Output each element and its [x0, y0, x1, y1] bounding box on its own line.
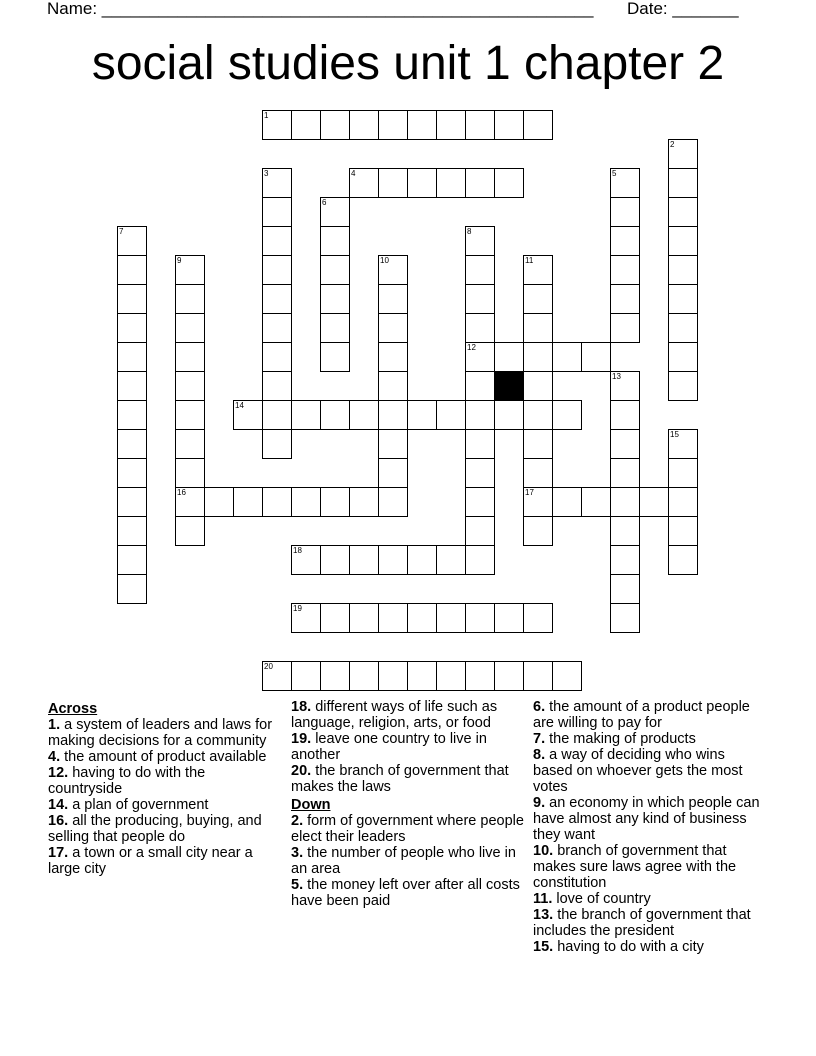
grid-cell[interactable]	[465, 661, 495, 691]
grid-cell[interactable]	[262, 226, 292, 256]
grid-cell[interactable]	[465, 516, 495, 546]
grid-cell[interactable]	[610, 168, 640, 198]
grid-cell[interactable]	[117, 313, 147, 343]
clue-across-16: 16. all the producing, buying, and selling that people do	[48, 813, 262, 845]
grid-cell[interactable]	[436, 603, 466, 633]
clue-number: 12	[467, 343, 476, 352]
clue-across-1: 1. a system of leaders and laws for making decisions for a community	[48, 717, 273, 749]
grid-cell[interactable]	[349, 168, 379, 198]
clue-number: 4	[351, 169, 356, 178]
clue-across-19: 19. leave one country to live in another	[291, 731, 487, 763]
grid-cell[interactable]	[610, 313, 640, 343]
grid-cell[interactable]	[320, 197, 350, 227]
grid-cell[interactable]	[668, 226, 698, 256]
clue-across-17: 17. a town or a small city near a large city	[48, 845, 253, 877]
grid-cell[interactable]	[465, 487, 495, 517]
grid-cell[interactable]	[668, 284, 698, 314]
grid-cell[interactable]	[610, 574, 640, 604]
clue-across-14: 14. a plan of government	[48, 797, 209, 813]
grid-cell[interactable]	[465, 168, 495, 198]
grid-cell[interactable]	[668, 197, 698, 227]
grid-cell[interactable]	[436, 545, 466, 575]
grid-cell[interactable]	[610, 545, 640, 575]
grid-cell[interactable]	[494, 603, 524, 633]
grid-cell[interactable]	[465, 400, 495, 430]
clue-down-7: 7. the making of products	[533, 731, 696, 747]
clue-number: 6	[322, 198, 327, 207]
grid-cell[interactable]	[494, 110, 524, 140]
grid-cell[interactable]	[494, 661, 524, 691]
grid-cell[interactable]	[610, 197, 640, 227]
grid-cell[interactable]	[175, 400, 205, 430]
grid-cell[interactable]	[523, 429, 553, 459]
clue-down-11: 11. love of country	[533, 891, 651, 907]
grid-cell[interactable]	[378, 255, 408, 285]
grid-cell[interactable]	[523, 400, 553, 430]
grid-cell[interactable]	[436, 400, 466, 430]
page-title: social studies unit 1 chapter 2	[91, 37, 725, 90]
grid-cell[interactable]	[117, 574, 147, 604]
grid-cell[interactable]	[523, 313, 553, 343]
grid-cell[interactable]	[320, 661, 350, 691]
grid-cell[interactable]	[117, 226, 147, 256]
grid-cell[interactable]	[262, 371, 292, 401]
grid-cell[interactable]	[175, 429, 205, 459]
grid-cell[interactable]	[668, 342, 698, 372]
grid-cell[interactable]	[349, 400, 379, 430]
grid-cell[interactable]	[262, 429, 292, 459]
grid-cell[interactable]	[552, 487, 582, 517]
grid-cell[interactable]	[523, 371, 553, 401]
clues-column-1	[48, 699, 282, 877]
clue-down-8: 8. a way of deciding who wins based on whoever gets the most votes	[533, 747, 743, 795]
across-heading: Across	[48, 701, 98, 717]
grid-cell[interactable]	[552, 661, 582, 691]
grid-cell[interactable]	[668, 429, 698, 459]
grid-cell[interactable]	[523, 458, 553, 488]
grid-cell[interactable]	[610, 226, 640, 256]
grid-cell[interactable]	[117, 371, 147, 401]
grid-cell[interactable]	[378, 400, 408, 430]
grid-cell[interactable]	[610, 371, 640, 401]
down-heading: Down	[291, 797, 331, 813]
grid-cell[interactable]	[407, 400, 437, 430]
grid-cell[interactable]	[320, 255, 350, 285]
grid-cell[interactable]	[320, 110, 350, 140]
grid-cell[interactable]	[436, 110, 466, 140]
grid-cell[interactable]	[320, 400, 350, 430]
clue-down-13: 13. the branch of government that includes the president	[533, 907, 751, 939]
grid-cell[interactable]	[465, 226, 495, 256]
grid-cell[interactable]	[610, 516, 640, 546]
clue-number: 7	[119, 227, 124, 236]
grid-cell[interactable]	[291, 545, 321, 575]
grid-cell[interactable]	[407, 110, 437, 140]
grid-cell[interactable]	[668, 487, 698, 517]
grid-cell[interactable]	[610, 284, 640, 314]
grid-cell[interactable]	[407, 545, 437, 575]
grid-cell[interactable]	[175, 284, 205, 314]
grid-cell[interactable]	[610, 255, 640, 285]
grid-cell[interactable]	[668, 168, 698, 198]
grid-cell[interactable]	[552, 342, 582, 372]
grid-cell[interactable]	[465, 371, 495, 401]
grid-cell[interactable]	[523, 487, 553, 517]
clue-number: 2	[670, 140, 675, 149]
grid-cell[interactable]	[378, 429, 408, 459]
grid-cell[interactable]	[465, 284, 495, 314]
name-field-label: Name: ____________________________________________________	[47, 0, 594, 18]
grid-cell[interactable]	[378, 313, 408, 343]
grid-cell[interactable]	[378, 342, 408, 372]
grid-cell[interactable]	[175, 255, 205, 285]
grid-cell[interactable]	[262, 313, 292, 343]
grid-cell[interactable]	[233, 400, 263, 430]
clue-across-12: 12. having to do with the countryside	[48, 765, 206, 797]
grid-cell[interactable]	[320, 226, 350, 256]
grid-cell[interactable]	[117, 545, 147, 575]
grid-cell[interactable]	[523, 284, 553, 314]
grid-cell[interactable]	[668, 139, 698, 169]
clue-number: 15	[670, 430, 679, 439]
clue-number: 16	[177, 488, 186, 497]
grid-cell[interactable]	[378, 661, 408, 691]
clue-down-9: 9. an economy in which people can have almost any kind of business they want	[533, 795, 760, 843]
grid-cell[interactable]	[291, 110, 321, 140]
grid-cell[interactable]	[581, 342, 611, 372]
grid-cell[interactable]	[117, 255, 147, 285]
grid-cell[interactable]	[668, 516, 698, 546]
clue-number: 17	[525, 488, 534, 497]
clue-number: 8	[467, 227, 472, 236]
grid-cell[interactable]	[378, 371, 408, 401]
clue-down-10: 10. branch of government that makes sure laws agree with the constitution	[533, 843, 737, 891]
clue-across-18: 18. different ways of life such as language, religion, arts, or food	[291, 699, 498, 731]
grid-cell[interactable]	[291, 603, 321, 633]
clue-number: 5	[612, 169, 617, 178]
clue-number: 9	[177, 256, 182, 265]
clue-number: 11	[525, 256, 534, 265]
grid-cell[interactable]	[117, 458, 147, 488]
grid-cell[interactable]	[610, 429, 640, 459]
grid-cell[interactable]	[117, 284, 147, 314]
grid-cell[interactable]	[610, 400, 640, 430]
grid-cell[interactable]	[465, 110, 495, 140]
grid-cell[interactable]	[639, 487, 669, 517]
grid-cell[interactable]	[465, 429, 495, 459]
grid-cell[interactable]	[175, 371, 205, 401]
clue-number: 20	[264, 662, 273, 671]
grid-cell[interactable]	[523, 661, 553, 691]
grid-cell[interactable]	[378, 487, 408, 517]
grid-cell[interactable]	[175, 342, 205, 372]
grid-cell[interactable]	[465, 603, 495, 633]
grid-cell[interactable]	[378, 603, 408, 633]
grid-cell[interactable]	[378, 458, 408, 488]
grid-cell[interactable]	[320, 284, 350, 314]
grid-cell[interactable]	[117, 429, 147, 459]
clue-number: 19	[293, 604, 302, 613]
grid-cell[interactable]	[465, 342, 495, 372]
clue-number: 13	[612, 372, 621, 381]
clue-down-2: 2. form of government where people elect their leaders	[291, 813, 524, 845]
grid-cell[interactable]	[175, 516, 205, 546]
clue-down-6: 6. the amount of a product people are willing to pay for	[533, 699, 750, 731]
grid-cell[interactable]	[117, 400, 147, 430]
grid-cell[interactable]	[262, 342, 292, 372]
clue-down-15: 15. having to do with a city	[533, 939, 704, 955]
grid-cell[interactable]	[233, 487, 263, 517]
grid-cell[interactable]	[436, 168, 466, 198]
grid-cell[interactable]	[378, 284, 408, 314]
grid-cell[interactable]	[552, 400, 582, 430]
grid-cell[interactable]	[407, 661, 437, 691]
grid-cell[interactable]	[378, 110, 408, 140]
grid-cell[interactable]	[117, 342, 147, 372]
clue-number: 18	[293, 546, 302, 555]
grid-cell[interactable]	[262, 110, 292, 140]
grid-cell[interactable]	[204, 487, 234, 517]
clue-number: 3	[264, 169, 269, 178]
clue-across-20: 20. the branch of government that makes the laws	[291, 763, 509, 795]
grid-cell[interactable]	[320, 603, 350, 633]
clues-column-2	[291, 699, 525, 909]
grid-cell[interactable]	[494, 168, 524, 198]
grid-cell[interactable]	[523, 255, 553, 285]
date-field-label: Date: _______	[627, 0, 739, 18]
grid-cell[interactable]	[610, 487, 640, 517]
grid-cell[interactable]	[465, 255, 495, 285]
grid-cell[interactable]	[610, 458, 640, 488]
grid-cell[interactable]	[668, 371, 698, 401]
clues-column-3	[533, 699, 767, 955]
grid-cell[interactable]	[378, 168, 408, 198]
grid-cell[interactable]	[262, 284, 292, 314]
grid-cell[interactable]	[349, 661, 379, 691]
clue-number: 10	[380, 256, 389, 265]
grid-cell[interactable]	[407, 603, 437, 633]
grid-cell[interactable]	[349, 487, 379, 517]
grid-cell[interactable]	[465, 313, 495, 343]
grid-cell[interactable]	[349, 110, 379, 140]
grid-cell[interactable]	[581, 487, 611, 517]
grid-cell[interactable]	[175, 487, 205, 517]
grid-cell[interactable]	[175, 313, 205, 343]
clue-down-3: 3. the number of people who live in an area	[291, 845, 516, 877]
grid-cell[interactable]	[262, 197, 292, 227]
grid-cell[interactable]	[291, 487, 321, 517]
grid-cell[interactable]	[465, 545, 495, 575]
grid-cell[interactable]	[262, 400, 292, 430]
clue-number: 1	[264, 111, 269, 120]
grid-cell[interactable]	[523, 603, 553, 633]
grid-cell[interactable]	[668, 458, 698, 488]
clue-down-5: 5. the money left over after all costs have been paid	[291, 877, 520, 909]
grid-cell[interactable]	[610, 603, 640, 633]
grid-cell[interactable]	[320, 487, 350, 517]
grid-cell[interactable]	[523, 342, 553, 372]
grid-cell[interactable]	[262, 168, 292, 198]
grid-cell[interactable]	[668, 255, 698, 285]
clue-across-4: 4. the amount of product available	[48, 749, 267, 765]
grid-cell[interactable]	[668, 545, 698, 575]
grid-cell[interactable]	[320, 342, 350, 372]
grid-cell[interactable]	[668, 313, 698, 343]
grid-cell[interactable]	[320, 313, 350, 343]
grid-cell[interactable]	[523, 110, 553, 140]
grid-cell[interactable]	[262, 661, 292, 691]
grid-cell[interactable]	[378, 545, 408, 575]
clue-number: 14	[235, 401, 244, 410]
grid-cell[interactable]	[262, 255, 292, 285]
grid-cell[interactable]	[523, 516, 553, 546]
grid-cell[interactable]	[494, 400, 524, 430]
grid-cell[interactable]	[436, 661, 466, 691]
grid-cell[interactable]	[262, 487, 292, 517]
grid-cell[interactable]	[320, 545, 350, 575]
grid-cell[interactable]	[465, 458, 495, 488]
grid-cell[interactable]	[117, 516, 147, 546]
grid-cell[interactable]	[291, 661, 321, 691]
grid-cell[interactable]	[407, 168, 437, 198]
grid-cell[interactable]	[291, 400, 321, 430]
grid-cell[interactable]	[349, 603, 379, 633]
grid-cell[interactable]	[494, 342, 524, 372]
grid-cell[interactable]	[117, 487, 147, 517]
black-cell	[494, 371, 524, 401]
grid-cell[interactable]	[175, 458, 205, 488]
grid-cell[interactable]	[349, 545, 379, 575]
